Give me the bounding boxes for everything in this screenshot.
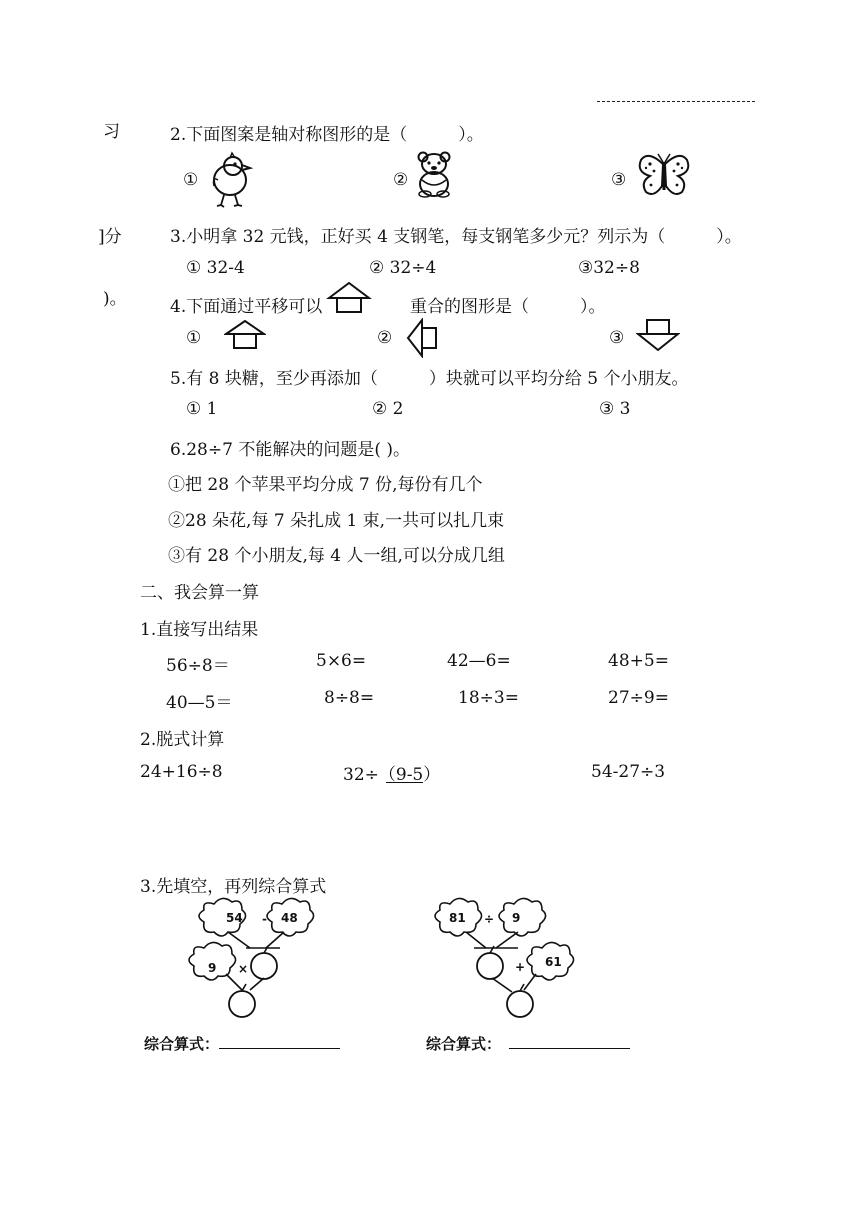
margin-fragment-1: 习 bbox=[103, 122, 120, 142]
q6-option-2: ②28 朵花,每 7 朵扎成 1 束,一共可以扎几束 bbox=[168, 511, 505, 531]
formula-label-2: 综合算式： bbox=[426, 1035, 502, 1053]
calc-2-2: 8÷8= bbox=[324, 688, 375, 708]
q3-option-3: ③32÷8 bbox=[578, 258, 640, 278]
expr-2-underline bbox=[386, 782, 423, 783]
bear-icon bbox=[414, 150, 454, 198]
calc-2-3: 18÷3= bbox=[458, 688, 519, 708]
tree1-leaf-3: 9 bbox=[208, 961, 217, 975]
q2-option-3: ③ bbox=[611, 170, 627, 190]
house-arrow-reference-icon bbox=[326, 281, 372, 315]
apple-blank bbox=[251, 953, 277, 979]
formula-blank-2[interactable] bbox=[509, 1048, 630, 1049]
butterfly-icon bbox=[636, 152, 692, 198]
leaf-shape bbox=[499, 898, 546, 936]
house-arrow-up-icon bbox=[224, 320, 266, 350]
q6-option-3: ③有 28 个小朋友,每 4 人一组,可以分成几组 bbox=[168, 546, 505, 566]
top-decor-line bbox=[597, 101, 755, 102]
q5-option-2: ② 2 bbox=[372, 399, 404, 419]
tree1-op-2: × bbox=[238, 962, 249, 976]
house-arrow-left-icon bbox=[406, 318, 440, 358]
q4-option-2: ② bbox=[377, 328, 393, 348]
q5-option-1: ① 1 bbox=[186, 399, 218, 419]
leaf-tree-diagram-1 bbox=[186, 894, 326, 1024]
expr-2: 32÷（9-5） bbox=[343, 765, 441, 785]
house-arrow-down-icon bbox=[636, 318, 680, 352]
tree1-leaf-2: 48 bbox=[281, 911, 298, 925]
formula-blank-1[interactable] bbox=[219, 1048, 340, 1049]
q3-option-2: ② 32÷4 bbox=[369, 258, 437, 278]
tree2-op-2: + bbox=[515, 960, 526, 974]
section2-title: 二、我会算一算 bbox=[140, 583, 259, 603]
formula-label-1: 综合算式： bbox=[144, 1035, 220, 1053]
q5-stem: 5.有 8 块糖，至少再添加（ ）块就可以平均分给 5 个小朋友。 bbox=[170, 369, 689, 389]
q4-stem-part-b: 重合的图形是（ ）。 bbox=[410, 297, 606, 317]
apple-blank bbox=[507, 991, 533, 1017]
tree2-leaf-1: 81 bbox=[449, 911, 466, 925]
q2-stem: 2.下面图案是轴对称图形的是（ ）。 bbox=[170, 125, 484, 145]
part2-title: 2.脱式计算 bbox=[140, 730, 225, 750]
apple-blank bbox=[229, 991, 255, 1017]
q2-option-2: ② bbox=[393, 170, 409, 190]
calc-2-1: 40—5＝ bbox=[166, 693, 233, 713]
q3-stem: 3.小明拿 32 元钱，正好买 4 支钢笔，每支钢笔多少元？列示为（ ）。 bbox=[170, 227, 742, 247]
q6-option-1: ①把 28 个苹果平均分成 7 份,每份有几个 bbox=[168, 475, 483, 495]
margin-fragment-3: )。 bbox=[103, 289, 127, 309]
expr-3: 54-27÷3 bbox=[591, 762, 666, 782]
q4-option-3: ③ bbox=[609, 328, 625, 348]
q2-option-1: ① bbox=[183, 170, 199, 190]
calc-1-4: 48+5= bbox=[608, 651, 669, 671]
q3-option-1: ① 32-4 bbox=[186, 258, 245, 278]
apple-blank bbox=[477, 953, 503, 979]
part3-title: 3.先填空，再列综合算式 bbox=[140, 877, 327, 897]
bird-icon bbox=[204, 150, 256, 208]
q4-option-1: ① bbox=[186, 328, 202, 348]
q6-stem: 6.28÷7 不能解决的问题是( )。 bbox=[170, 440, 410, 460]
tree2-op-1: ÷ bbox=[484, 912, 495, 926]
q4-stem-part-a: 4.下面通过平移可以 bbox=[170, 297, 323, 317]
calc-1-3: 42—6= bbox=[447, 651, 511, 671]
tree2-leaf-2: 9 bbox=[512, 911, 521, 925]
tree2-leaf-3: 61 bbox=[545, 955, 562, 969]
calc-1-2: 5×6= bbox=[316, 651, 367, 671]
expr-1: 24+16÷8 bbox=[140, 762, 223, 782]
tree1-leaf-1: 54 bbox=[226, 911, 243, 925]
part1-title: 1.直接写出结果 bbox=[140, 620, 259, 640]
q5-option-3: ③ 3 bbox=[599, 399, 631, 419]
calc-2-4: 27÷9= bbox=[608, 688, 669, 708]
margin-fragment-2: ]分 bbox=[98, 227, 122, 247]
tree1-op-1: - bbox=[262, 912, 267, 926]
calc-1-1: 56÷8＝ bbox=[166, 656, 230, 676]
